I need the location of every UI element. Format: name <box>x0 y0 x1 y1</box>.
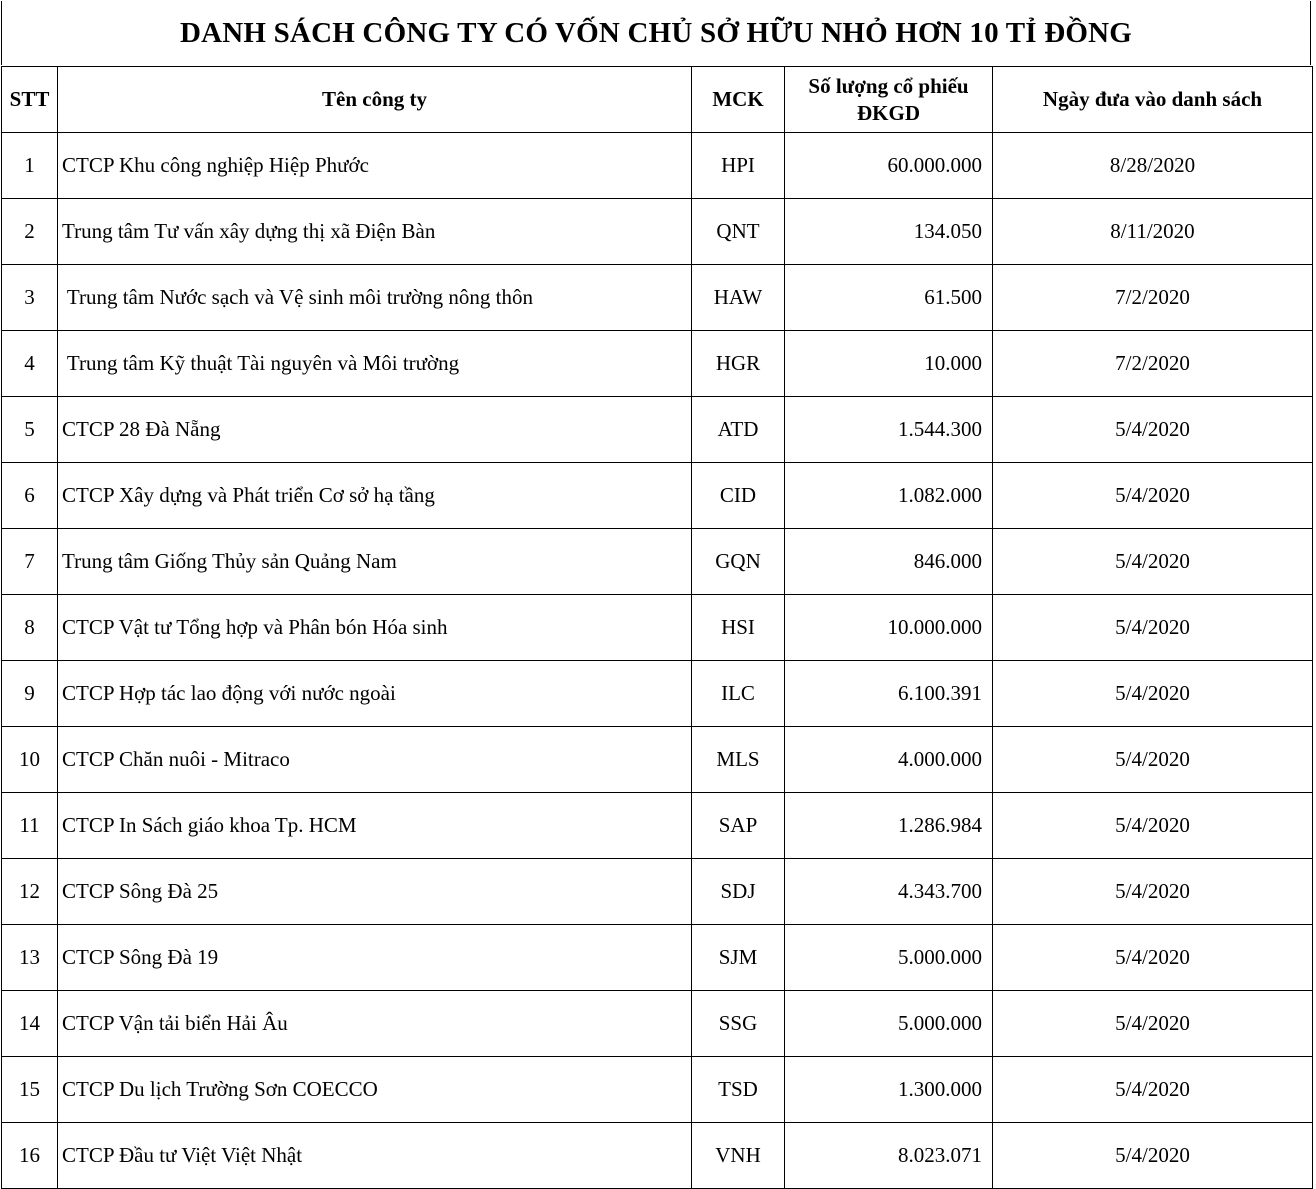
sheet-title: DANH SÁCH CÔNG TY CÓ VỐN CHỦ SỞ HỮU NHỎ HƠN 10 TỈ ĐỒNG <box>1 1 1311 65</box>
table-row <box>2 1057 1313 1123</box>
cell-list-date[interactable]: 7/2/2020 <box>993 331 1313 397</box>
cell-company-name[interactable]: CTCP In Sách giáo khoa Tp. HCM <box>58 793 692 859</box>
cell-share-quantity[interactable]: 1.300.000 <box>785 1057 993 1123</box>
cell-mck[interactable]: HPI <box>692 133 785 199</box>
cell-list-date[interactable]: 5/4/2020 <box>993 397 1313 463</box>
cell-mck[interactable]: VNH <box>692 1123 785 1189</box>
cell-share-quantity[interactable]: 60.000.000 <box>785 133 993 199</box>
cell-mck[interactable]: SJM <box>692 925 785 991</box>
cell-stt[interactable]: 12 <box>2 859 58 925</box>
cell-company-name[interactable]: CTCP Đầu tư Việt Việt Nhật <box>58 1123 692 1189</box>
cell-share-quantity[interactable]: 1.082.000 <box>785 463 993 529</box>
header-row <box>2 67 1313 133</box>
cell-mck[interactable]: HGR <box>692 331 785 397</box>
cell-share-quantity[interactable]: 5.000.000 <box>785 991 993 1057</box>
table-row <box>2 463 1313 529</box>
table-row <box>2 331 1313 397</box>
cell-list-date[interactable]: 5/4/2020 <box>993 595 1313 661</box>
cell-mck[interactable]: HSI <box>692 595 785 661</box>
cell-mck[interactable]: ILC <box>692 661 785 727</box>
cell-company-name[interactable]: CTCP Khu công nghiệp Hiệp Phước <box>58 133 692 199</box>
cell-company-name[interactable]: Trung tâm Tư vấn xây dựng thị xã Điện Bàn <box>58 199 692 265</box>
cell-stt[interactable]: 2 <box>2 199 58 265</box>
cell-mck[interactable]: TSD <box>692 1057 785 1123</box>
cell-list-date[interactable]: 5/4/2020 <box>993 661 1313 727</box>
cell-company-name[interactable]: CTCP Vật tư Tổng hợp và Phân bón Hóa sinh <box>58 595 692 661</box>
table-row <box>2 661 1313 727</box>
cell-share-quantity[interactable]: 1.286.984 <box>785 793 993 859</box>
cell-company-name[interactable]: Trung tâm Kỹ thuật Tài nguyên và Môi trường <box>58 331 692 397</box>
cell-stt[interactable]: 3 <box>2 265 58 331</box>
cell-company-name[interactable]: CTCP Xây dựng và Phát triển Cơ sở hạ tầng <box>58 463 692 529</box>
cell-company-name[interactable]: CTCP Hợp tác lao động với nước ngoài <box>58 661 692 727</box>
cell-list-date[interactable]: 5/4/2020 <box>993 991 1313 1057</box>
cell-list-date[interactable]: 8/11/2020 <box>993 199 1313 265</box>
table-body <box>2 133 1313 1189</box>
cell-list-date[interactable]: 5/4/2020 <box>993 529 1313 595</box>
cell-share-quantity[interactable]: 134.050 <box>785 199 993 265</box>
header-mck[interactable]: MCK <box>692 67 785 133</box>
cell-company-name[interactable]: CTCP 28 Đà Nẵng <box>58 397 692 463</box>
cell-stt[interactable]: 11 <box>2 793 58 859</box>
cell-mck[interactable]: GQN <box>692 529 785 595</box>
cell-share-quantity[interactable]: 4.000.000 <box>785 727 993 793</box>
cell-share-quantity[interactable]: 846.000 <box>785 529 993 595</box>
cell-list-date[interactable]: 8/28/2020 <box>993 133 1313 199</box>
cell-list-date[interactable]: 5/4/2020 <box>993 1057 1313 1123</box>
cell-list-date[interactable]: 5/4/2020 <box>993 1123 1313 1189</box>
cell-stt[interactable]: 8 <box>2 595 58 661</box>
table-row <box>2 397 1313 463</box>
cell-share-quantity[interactable]: 8.023.071 <box>785 1123 993 1189</box>
company-table <box>1 66 1313 1189</box>
cell-stt[interactable]: 5 <box>2 397 58 463</box>
cell-stt[interactable]: 7 <box>2 529 58 595</box>
table-row <box>2 1123 1313 1189</box>
cell-share-quantity[interactable]: 6.100.391 <box>785 661 993 727</box>
cell-share-quantity[interactable]: 1.544.300 <box>785 397 993 463</box>
cell-company-name[interactable]: CTCP Chăn nuôi - Mitraco <box>58 727 692 793</box>
cell-list-date[interactable]: 5/4/2020 <box>993 463 1313 529</box>
header-share-quantity[interactable]: Số lượng cổ phiếu ĐKGD <box>785 67 993 133</box>
cell-mck[interactable]: QNT <box>692 199 785 265</box>
table-row <box>2 529 1313 595</box>
cell-list-date[interactable]: 5/4/2020 <box>993 793 1313 859</box>
cell-stt[interactable]: 16 <box>2 1123 58 1189</box>
header-company-name[interactable]: Tên công ty <box>58 67 692 133</box>
table-row <box>2 991 1313 1057</box>
cell-stt[interactable]: 13 <box>2 925 58 991</box>
cell-company-name[interactable]: CTCP Vận tải biển Hải Âu <box>58 991 692 1057</box>
table-row <box>2 133 1313 199</box>
header-stt[interactable]: STT <box>2 67 58 133</box>
cell-list-date[interactable]: 5/4/2020 <box>993 859 1313 925</box>
cell-stt[interactable]: 1 <box>2 133 58 199</box>
table-row <box>2 199 1313 265</box>
cell-mck[interactable]: SAP <box>692 793 785 859</box>
cell-stt[interactable]: 9 <box>2 661 58 727</box>
cell-mck[interactable]: SSG <box>692 991 785 1057</box>
cell-share-quantity[interactable]: 61.500 <box>785 265 993 331</box>
cell-mck[interactable]: HAW <box>692 265 785 331</box>
cell-stt[interactable]: 6 <box>2 463 58 529</box>
header-list-date[interactable]: Ngày đưa vào danh sách <box>993 67 1313 133</box>
cell-stt[interactable]: 4 <box>2 331 58 397</box>
table-row <box>2 925 1313 991</box>
table-row <box>2 595 1313 661</box>
cell-stt[interactable]: 14 <box>2 991 58 1057</box>
cell-company-name[interactable]: CTCP Sông Đà 19 <box>58 925 692 991</box>
table-row <box>2 727 1313 793</box>
table-row <box>2 265 1313 331</box>
cell-company-name[interactable]: Trung tâm Nước sạch và Vệ sinh môi trường nông thôn <box>58 265 692 331</box>
cell-mck[interactable]: MLS <box>692 727 785 793</box>
cell-stt[interactable]: 15 <box>2 1057 58 1123</box>
cell-company-name[interactable]: CTCP Du lịch Trường Sơn COECCO <box>58 1057 692 1123</box>
cell-share-quantity[interactable]: 10.000.000 <box>785 595 993 661</box>
cell-company-name[interactable]: Trung tâm Giống Thủy sản Quảng Nam <box>58 529 692 595</box>
cell-share-quantity[interactable]: 4.343.700 <box>785 859 993 925</box>
cell-list-date[interactable]: 5/4/2020 <box>993 727 1313 793</box>
cell-list-date[interactable]: 7/2/2020 <box>993 265 1313 331</box>
table-row <box>2 859 1313 925</box>
cell-mck[interactable]: CID <box>692 463 785 529</box>
table-row <box>2 793 1313 859</box>
cell-mck[interactable]: SDJ <box>692 859 785 925</box>
cell-stt[interactable]: 10 <box>2 727 58 793</box>
cell-list-date[interactable]: 5/4/2020 <box>993 925 1313 991</box>
cell-mck[interactable]: ATD <box>692 397 785 463</box>
cell-share-quantity[interactable]: 5.000.000 <box>785 925 993 991</box>
cell-share-quantity[interactable]: 10.000 <box>785 331 993 397</box>
cell-company-name[interactable]: CTCP Sông Đà 25 <box>58 859 692 925</box>
